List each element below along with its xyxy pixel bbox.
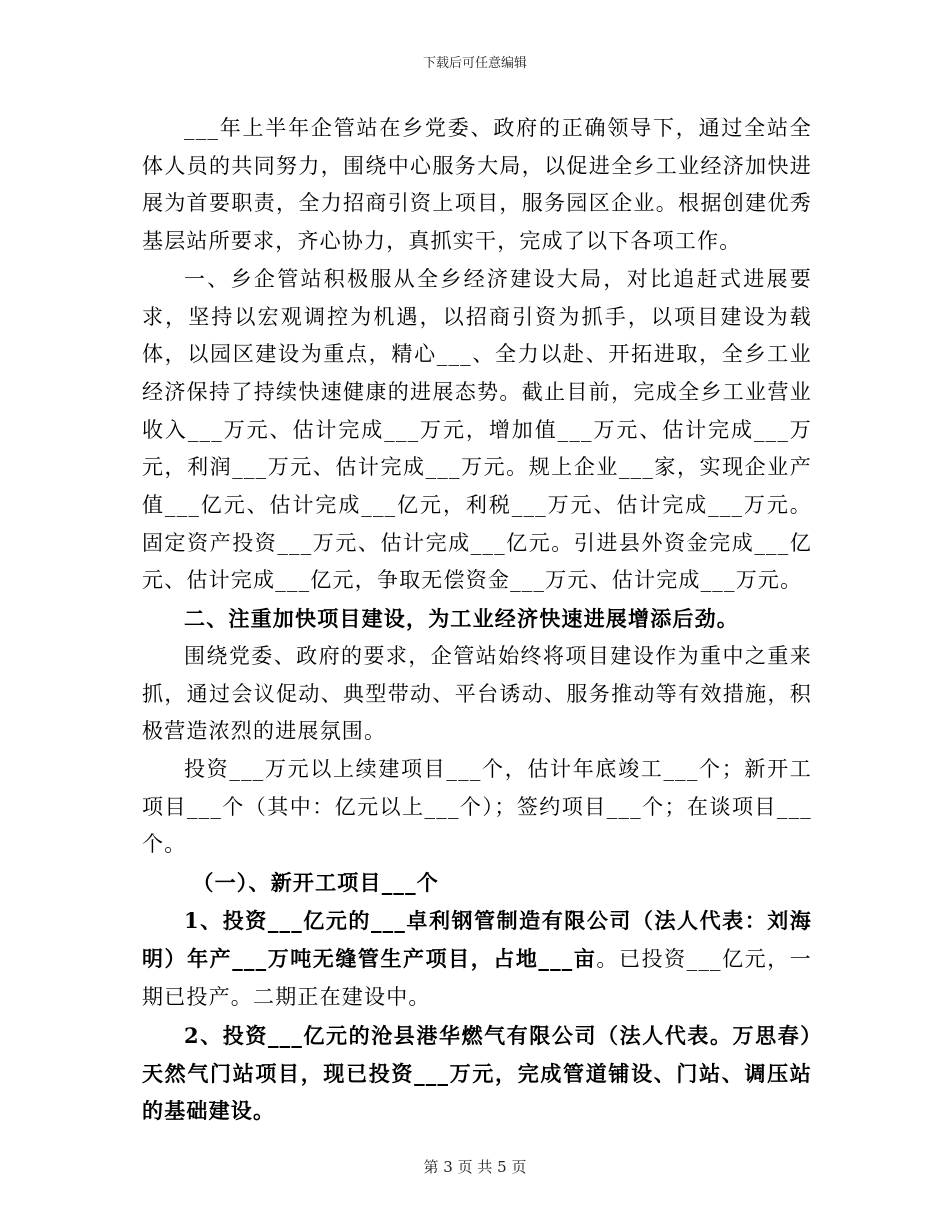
item-1-bold-text: 1、投资___亿元的___卓利钢管制造有限公司（法人代表：刘海明）年产___万吨无缝管生产项目，占地___亩 <box>142 907 812 972</box>
document-body <box>142 110 812 1130</box>
paragraph-project-stats: 投资___万元以上续建项目___个，估计年底竣工___个；新开工项目___个（其中：亿元以上___个）；签约项目___个；在谈项目___个。 <box>142 756 812 857</box>
paragraph-section-2-body: 围绕党委、政府的要求，企管站始终将项目建设作为重中之重来抓，通过会议促动、典型带动、平台诱动、服务推动等有效措施，积极营造浓烈的进展氛围。 <box>142 643 812 744</box>
subheading-new-projects: （一）、新开工项目___个 <box>192 870 439 896</box>
item-1-normal-text: 。已投资___亿元，一期已投产。二期正在建设中。 <box>142 947 812 1010</box>
heading-section-2: 二、注重加快项目建设，为工业经济快速进展增添后劲。 <box>184 606 739 632</box>
page-header: 下载后可任意编辑 <box>422 56 527 71</box>
paragraph-section-1: 一、乡企管站积极服从全乡经济建设大局，对比追赶式进展要求，坚持以宏观调控为机遇，以招商引资为抓手，以项目建设为载体，以园区建设为重点，精心___、全力以赴、开拓进取，全乡工业经济保持了持续快速健康的进展态势。截止目前，完成全乡工业营业收入___万元、估计完成___万元，增加值___万元、估计完成___万元，利润___万元、估计完成___万元。规上企业___家，实现企业产值___亿元、估计完成___亿元，利税___万元、估计完成___万元。固定资产投资___万元、估计完成___亿元。引进县外资金完成___亿元、估计完成___亿元，争取无偿资金___万元、估计完成___万元。 <box>142 266 812 593</box>
paragraph-item-1 <box>142 902 812 1017</box>
paragraph-intro: ___年上半年企管站在乡党委、政府的正确领导下，通过全站全体人员的共同努力，围绕中心服务大局，以促进全乡工业经济加快进展为首要职责，全力招商引资上项目，服务园区企业。根据创建优秀基层站所要求，齐心协力，真抓实干，完成了以下各项工作。 <box>142 116 812 254</box>
page-footer: 第 3 页 共 5 页 <box>423 1158 527 1176</box>
paragraph-item-2: 2、投资___亿元的沧县港华燃气有限公司（法人代表。万思春）天然气门站项目，现已投资___万元，完成管道铺设、门站、调压站的基础建设。 <box>142 1022 812 1124</box>
